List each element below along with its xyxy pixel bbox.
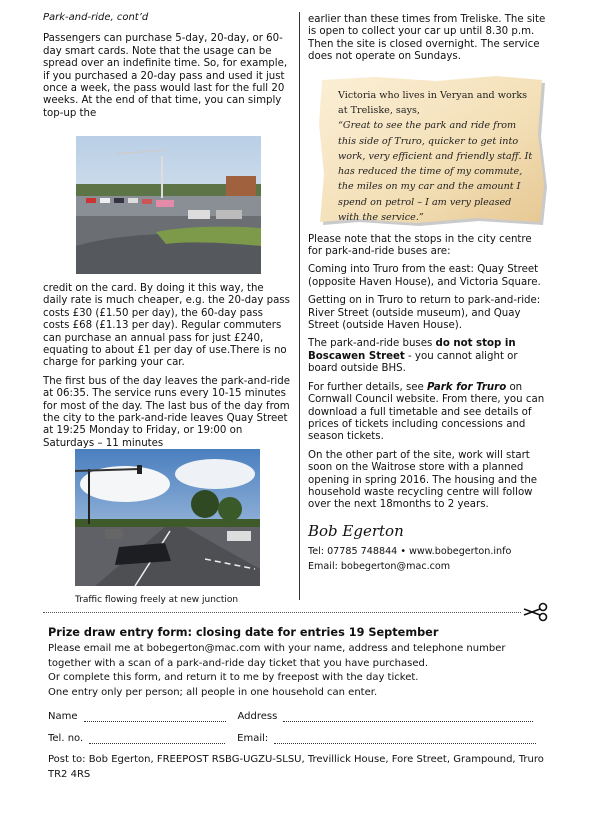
- left-column: [43, 12, 291, 120]
- email-field[interactable]: [274, 733, 536, 744]
- name-label: Name: [48, 711, 78, 723]
- prize-entry-form: [48, 626, 548, 783]
- testimonial-box: [316, 74, 544, 224]
- tel-field[interactable]: [89, 733, 225, 744]
- address-label: Address: [237, 711, 278, 723]
- tel-label: Tel. no.: [48, 733, 84, 745]
- right-paragraph-1: earlier than these times from Treliske. The site is open to collect your car up until 8.30 p.m. Then the site is closed overnight. The service does not operate on Sundays.: [308, 14, 546, 63]
- left-paragraph-3: The first bus of the day leaves the park-and-ride at 06:35. The service runs every 10-15 minutes for most of the day. The last bus of the day from the city to the park-and-ride leaves Quay Street at 19:25 Monday to Friday, or 19:00 on Saturdays – 11 minutes: [43, 375, 291, 449]
- form-row-tel-email: [48, 733, 548, 744]
- contact-email: Email: bobegerton@mac.com: [308, 560, 451, 572]
- testimonial-quote: “Great to see the park and ride from this side of Truro, quicker to get into work, very efficient and friendly staff. It has reduced the time of my commute, the miles on my car and the amount I spend on petrol – I am very pleased with the service.”: [338, 120, 533, 223]
- form-row-name-address: [48, 711, 548, 722]
- column-divider: [299, 12, 300, 600]
- testimonial-text: [338, 88, 534, 226]
- post-to-address: Post to: Bob Egerton, FREEPOST RSBG-UGZU-SLSU, Trevillick House, Fore Street, Grampound, Truro TR2 4RS: [48, 754, 544, 780]
- left-column-lower: [43, 283, 291, 450]
- right-column: [308, 14, 548, 574]
- right-paragraph-6: For further details, see Park for Truro on Cornwall Council website. From there, you can download a full timetable and see details of prices of tickets including concessions and season tickets.: [308, 381, 545, 443]
- email-label: Email:: [237, 733, 269, 745]
- address-field[interactable]: [283, 711, 533, 722]
- right-paragraph-4: Getting on in Truro to return to park-and-ride: River Street (outside museum), and Quay Street (outside Haven House).: [308, 295, 541, 332]
- right-paragraph-2: Please note that the stops in the city centre for park-and-ride buses are:: [308, 233, 532, 258]
- left-paragraph-1: Passengers can purchase 5-day, 20-day, or 60-day smart cards. Note that the usage can be spread over an indefinite time. So, for example, if you purchased a 20-day pass and used it just once a week, the pass would last for the full 20 weeks. At the end of that time, you can simply top-up the: [43, 33, 288, 119]
- name-field[interactable]: [84, 711, 226, 722]
- right-paragraph-5: The park-and-ride buses do not stop in Boscawen Street - you cannot alight or board outside BHS.: [308, 338, 518, 375]
- right-paragraph-3: Coming into Truro from the east: Quay Street (opposite Haven House), and Victoria Square.: [308, 264, 541, 288]
- form-instructions-2: Or complete this form, and return it to me by freepost with the day ticket.: [48, 672, 419, 684]
- photo-caption: Traffic flowing freely at new junction: [75, 595, 239, 605]
- junction-traffic-photo: [75, 449, 260, 586]
- signature: Bob Egerton: [308, 521, 404, 540]
- right-paragraph-7: On the other part of the site, work will start soon on the Waitrose store with a planned opening in spring 2016. The housing and the household waste recycling centre will follow over the next 18months to 2 years.: [308, 449, 538, 511]
- park-and-ride-photo: [76, 136, 261, 274]
- contact-tel: Tel: 07785 748844 • www.bobegerton.info: [308, 545, 512, 557]
- left-paragraph-2: credit on the card. By doing it this way, the daily rate is much cheaper, e.g. the 20-day pass costs £30 (£1.50 per day), the 60-day pass costs £68 (£1.13 per day). Regular commuters can purchase an annual pass for just £240, equating to about £1 per day of use.There is no charge for parking your car.: [43, 283, 290, 369]
- testimonial-intro: Victoria who lives in Veryan and works at Treliske, says,: [338, 89, 528, 116]
- form-instructions-3: One entry only per person; all people in one household can enter.: [48, 686, 378, 698]
- form-instructions-1: Please email me at bobegerton@mac.com with your name, address and telephone number together with a scan of a park-and-ride day ticket that you have purchased.: [48, 643, 506, 669]
- continued-heading: Park-and-ride, cont’d: [43, 12, 149, 23]
- cut-line: [43, 612, 521, 613]
- form-title: Prize draw entry form: closing date for entries 19 September: [48, 626, 439, 639]
- scissors-icon: [522, 602, 548, 622]
